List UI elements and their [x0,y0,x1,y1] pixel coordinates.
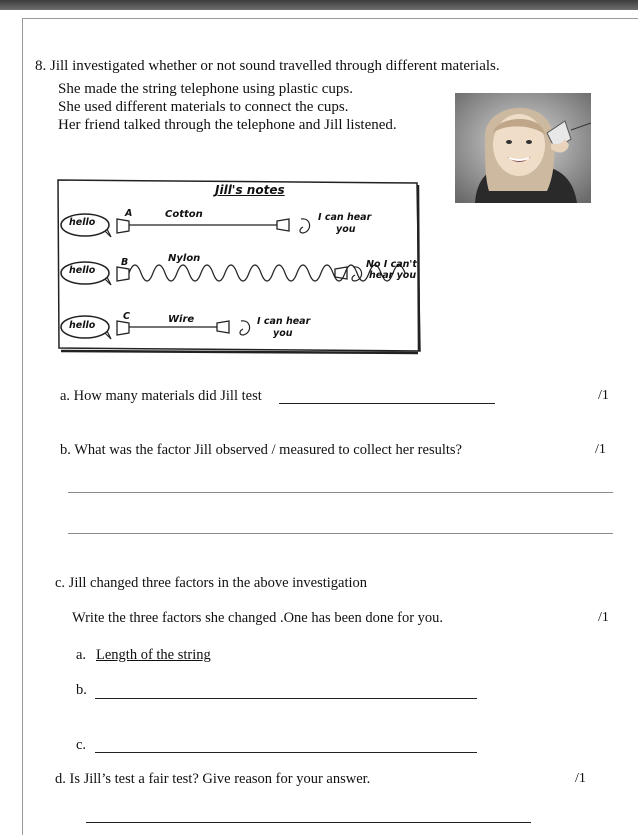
row-a-result-line1: I can hear [318,212,372,223]
intro-line-2: She used different materials to connect the cups. [58,99,349,115]
intro-line-1: She made the string telephone using plastic cups. [58,81,353,97]
part-a-question: a. How many materials did Jill test [60,388,262,404]
part-c-question: c. Jill changed three factors in the above investigation [55,575,368,591]
question-heading: 8. Jill investigated whether or not sound travelled through different materials. [35,58,500,74]
notes-title: Jill's notes [215,183,285,197]
part-b-answer-line-2[interactable] [68,533,613,534]
part-d-mark: /1 [575,771,586,786]
row-b-bubble: hello [69,265,96,276]
part-c-item-a-answer: Length of the string [96,647,211,663]
window-top-bar [0,0,638,10]
row-a-drawing [55,205,423,245]
part-c-item-c-label: c. [76,737,87,753]
part-c-item-a-label: a. [76,647,87,663]
row-c-bubble: hello [69,320,96,331]
row-c-result-line1: I can hear [257,316,311,327]
part-c-item-c-answer-line[interactable] [95,752,477,753]
part-a-mark: /1 [598,388,609,403]
row-a-letter: A [125,208,133,219]
jills-notes-diagram [55,175,423,355]
part-d-answer-line[interactable] [86,822,531,823]
row-a-material: Cotton [165,209,203,220]
row-c-material: Wire [168,314,195,325]
part-d-question: d. Is Jill’s test a fair test? Give reason for your answer. [55,771,371,787]
row-b-result-line1: No I can't [366,259,417,270]
row-c-letter: C [123,311,130,322]
part-b-mark: /1 [595,442,606,457]
part-c-mark: /1 [598,610,609,625]
row-a-result-line2: you [336,224,356,235]
row-b-material: Nylon [168,253,201,264]
girl-listening-photo [455,93,591,203]
part-a-answer-line[interactable] [279,403,495,404]
part-b-answer-line-1[interactable] [68,492,613,493]
part-c-item-b-answer-line[interactable] [95,698,477,699]
row-b-letter: B [121,257,129,268]
part-c-item-b-label: b. [76,682,87,698]
row-a-bubble: hello [69,217,96,228]
row-c-result-line2: you [273,328,293,339]
intro-line-3: Her friend talked through the telephone and Jill listened. [58,117,397,133]
row-b-result-line2: hear you [369,270,417,281]
part-b-question: b. What was the factor Jill observed / measured to collect her results? [60,442,462,458]
part-c-instruction: Write the three factors she changed .One has been done for you. [72,610,444,626]
row-c-drawing [55,307,423,347]
